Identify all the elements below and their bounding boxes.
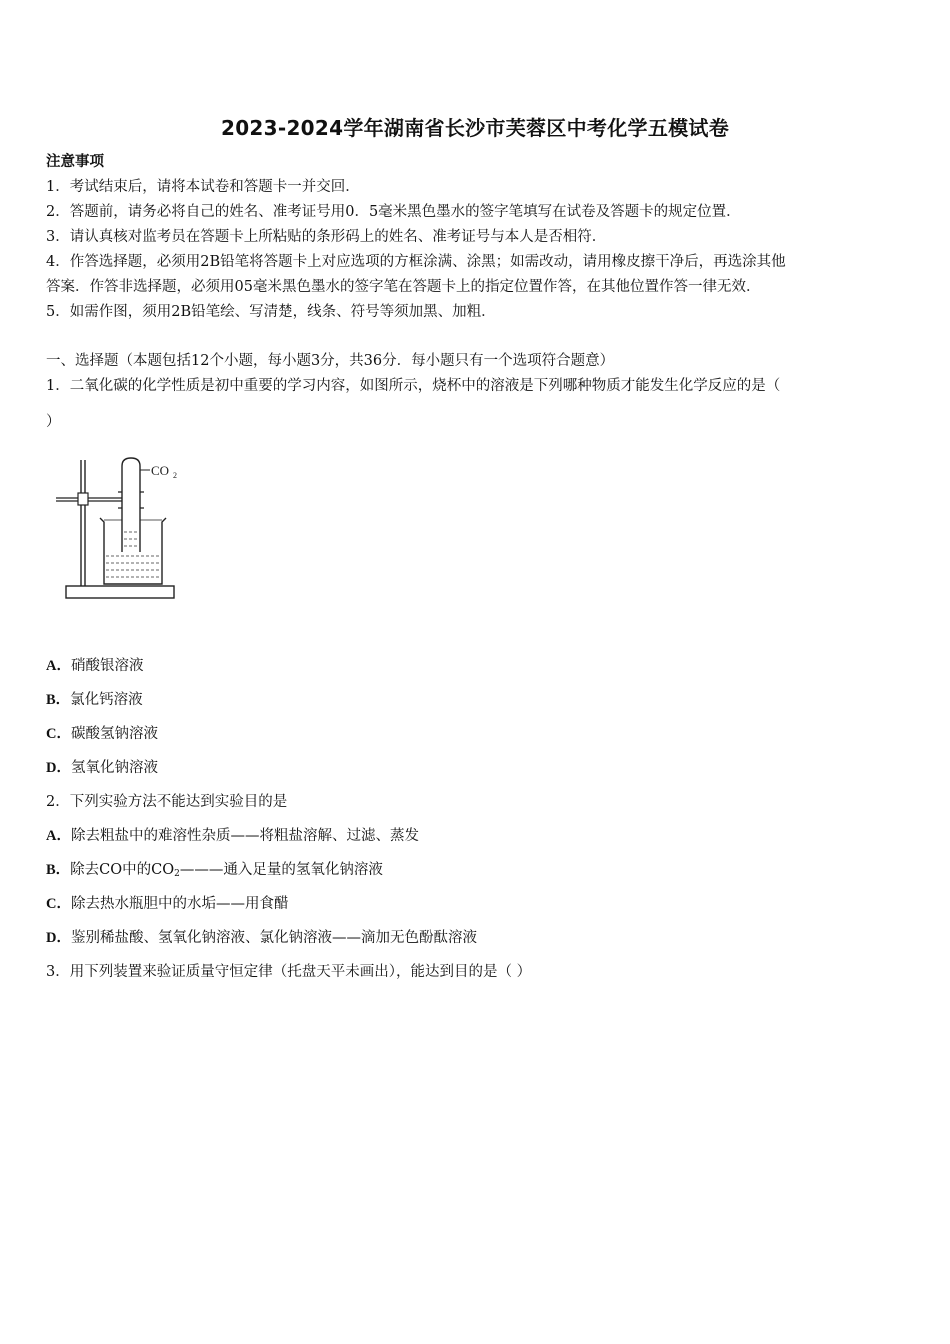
- question-1-option-a: [46, 656, 143, 676]
- question-2-stem: 2．下列实验方法不能达到实验目的是: [46, 794, 288, 810]
- option-letter: B．: [46, 692, 71, 708]
- option-letter: D．: [46, 930, 71, 946]
- option-letter: B．: [46, 862, 71, 878]
- question-3-stem: 3．用下列装置来验证质量守恒定律（托盘天平未画出），能达到目的是（ ）: [46, 964, 532, 980]
- notice-heading: 注意事项: [46, 153, 104, 170]
- notice-item: 1．考试结束后，请将本试卷和答题卡一并交回．: [46, 179, 360, 195]
- question-2-option-c: [46, 894, 288, 914]
- option-text: 除去CO中的CO: [70, 862, 175, 878]
- option-text: 氯化钙溶液: [70, 692, 143, 708]
- option-text: 除去粗盐中的难溶性杂质——将粗盐溶解、过滤、蒸发: [70, 828, 419, 844]
- question-1-option-c: [46, 724, 158, 744]
- co2-label: CO: [151, 463, 170, 478]
- option-letter: A．: [46, 828, 71, 844]
- option-letter: C．: [46, 896, 71, 912]
- option-letter: A．: [46, 658, 71, 674]
- option-text: 鉴别稀盐酸、氢氧化钠溶液、氯化钠溶液——滴加无色酚酞溶液: [70, 930, 477, 946]
- option-letter: C．: [46, 726, 71, 742]
- notice-item: 答案．作答非选择题，必须用05毫米黑色墨水的签字笔在答题卡上的指定位置作答，在其他位置作答一律无效．: [46, 279, 761, 295]
- option-text-subscript: 2: [174, 869, 180, 879]
- option-letter: D．: [46, 760, 71, 776]
- co2-label-subscript: 2: [173, 471, 177, 480]
- question-1-stem: 1．二氧化碳的化学性质是初中重要的学习内容，如图所示，烧杯中的溶液是下列哪种物质才能发生化学反应的是（: [46, 378, 781, 394]
- notice-item: 3．请认真核对监考员在答题卡上所粘贴的条形码上的姓名、准考证号与本人是否相符．: [46, 229, 607, 245]
- question-2-option-a: [46, 826, 419, 846]
- question-2-option-b: [46, 860, 383, 884]
- question-2-option-d: [46, 928, 477, 948]
- question-1-option-b: [46, 690, 143, 710]
- question-1-stem-end: ）: [46, 414, 61, 430]
- option-text: 氢氧化钠溶液: [70, 760, 158, 776]
- option-text: 除去热水瓶胆中的水垢——用食醋: [70, 896, 289, 912]
- co2-apparatus-figure: [52, 452, 192, 604]
- section-heading: 一、选择题（本题包括12个小题，每小题3分，共36分．每小题只有一个选项符合题意）: [46, 353, 615, 369]
- notice-item: 2．答题前，请务必将自己的姓名、准考证号用0．5毫米黑色墨水的签字笔填写在试卷及答题卡的规定位置．: [46, 204, 741, 220]
- notice-item: 5．如需作图，须用2B铅笔绘、写清楚，线条、符号等须加黑、加粗．: [46, 304, 496, 320]
- notice-item: 4．作答选择题，必须用2B铅笔将答题卡上对应选项的方框涂满、涂黑；如需改动，请用橡皮擦干净后，再选涂其他: [46, 254, 786, 270]
- exam-title: 2023-2024学年湖南省长沙市芙蓉区中考化学五模试卷: [220, 116, 730, 140]
- option-text: 硝酸银溶液: [70, 658, 144, 674]
- option-text: 碳酸氢钠溶液: [70, 726, 158, 742]
- question-1-option-d: [46, 758, 158, 778]
- option-text: ———通入足量的氢氧化钠溶液: [179, 862, 383, 878]
